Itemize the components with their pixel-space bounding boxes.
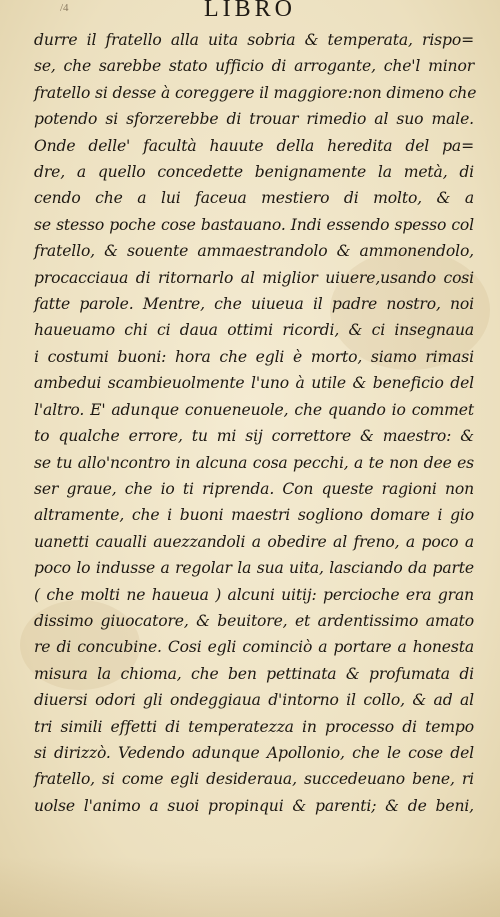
- text-line: procacciaua di ritornarlo al miglior uiuere,usando cosi: [34, 268, 474, 287]
- text-line: se tu allo'ncontro in alcuna cosa pecchi, a te non dee es: [34, 453, 474, 472]
- text-line: misura la chioma, che ben pettinata & profumata di: [34, 664, 474, 683]
- text-line: cendo che a lui faceua mestiero di molto, & a: [34, 189, 474, 208]
- text-line: uanetti caualli auezzandoli a obedire al freno, a poco a: [34, 532, 474, 551]
- text-line: ambedui scambieuolmente l'uno à utile & beneficio del: [34, 374, 474, 393]
- text-line: durre il fratello alla uita sobria & temperata, rispo=: [34, 31, 474, 49]
- body-text: [34, 27, 477, 819]
- text-line: poco lo indusse a regolar la sua uita, lasciando da parte: [34, 559, 474, 578]
- running-head: LIBRO: [204, 0, 296, 22]
- page-edge-shadow: [0, 857, 500, 917]
- text-line: haueuamo chi ci daua ottimi ricordi, & ci insegnaua: [34, 321, 474, 340]
- text-line: ( che molti ne haueua ) alcuni uitij: percioche era gran: [34, 585, 474, 604]
- text-line: re di concubine. Cosi egli cominciò a portare a honesta: [34, 638, 474, 657]
- text-line: dre, a quello concedette benignamente la metà, di: [34, 163, 474, 182]
- page-number: /4: [60, 2, 69, 14]
- text-line: ser graue, che io ti riprenda. Con queste ragioni non: [34, 479, 474, 498]
- text-line: si dirizzò. Vedendo adunque Apollonio, che le cose del: [34, 743, 474, 762]
- text-line: l'altro. E' adunque conueneuole, che quando io commet: [34, 400, 474, 419]
- text-line: i costumi buoni: hora che egli è morto, siamo rimasi: [34, 347, 474, 366]
- text-line: tri simili effetti di temperatezza in processo di tempo: [34, 717, 474, 736]
- text-line: fratello, si come egli desideraua, succedeuano bene, ri: [34, 770, 474, 789]
- text-line: dissimo giuocatore, & beuitore, et ardentissimo amato: [34, 611, 474, 630]
- text-line: diuersi odori gli ondeggiaua d'intorno il collo, & ad al: [34, 691, 474, 710]
- text-line: altramente, che i buoni maestri sogliono domare i gio: [34, 506, 474, 525]
- text-line: se stesso poche cose bastauano. Indi essendo spesso col: [34, 215, 474, 234]
- text-line: potendo si sforzerebbe di trouar rimedio al suo male.: [34, 110, 474, 129]
- text-line: fatte parole. Mentre, che uiueua il padre nostro, noi: [34, 295, 474, 314]
- text-line: fratello, & souente ammaestrandolo & ammonendolo,: [34, 242, 474, 261]
- text-line: Onde delle' facultà hauute della heredita del pa=: [34, 136, 474, 155]
- text-line: uolse l'animo a suoi propinqui & parenti; & de beni,: [34, 796, 474, 815]
- text-line: to qualche errore, tu mi sij correttore & maestro: &: [34, 427, 474, 446]
- text-line: fratello si desse à coreggere il maggiore:non dimeno che: [34, 83, 477, 102]
- text-line: se, che sarebbe stato ufficio di arrogante, che'l minor: [34, 57, 474, 76]
